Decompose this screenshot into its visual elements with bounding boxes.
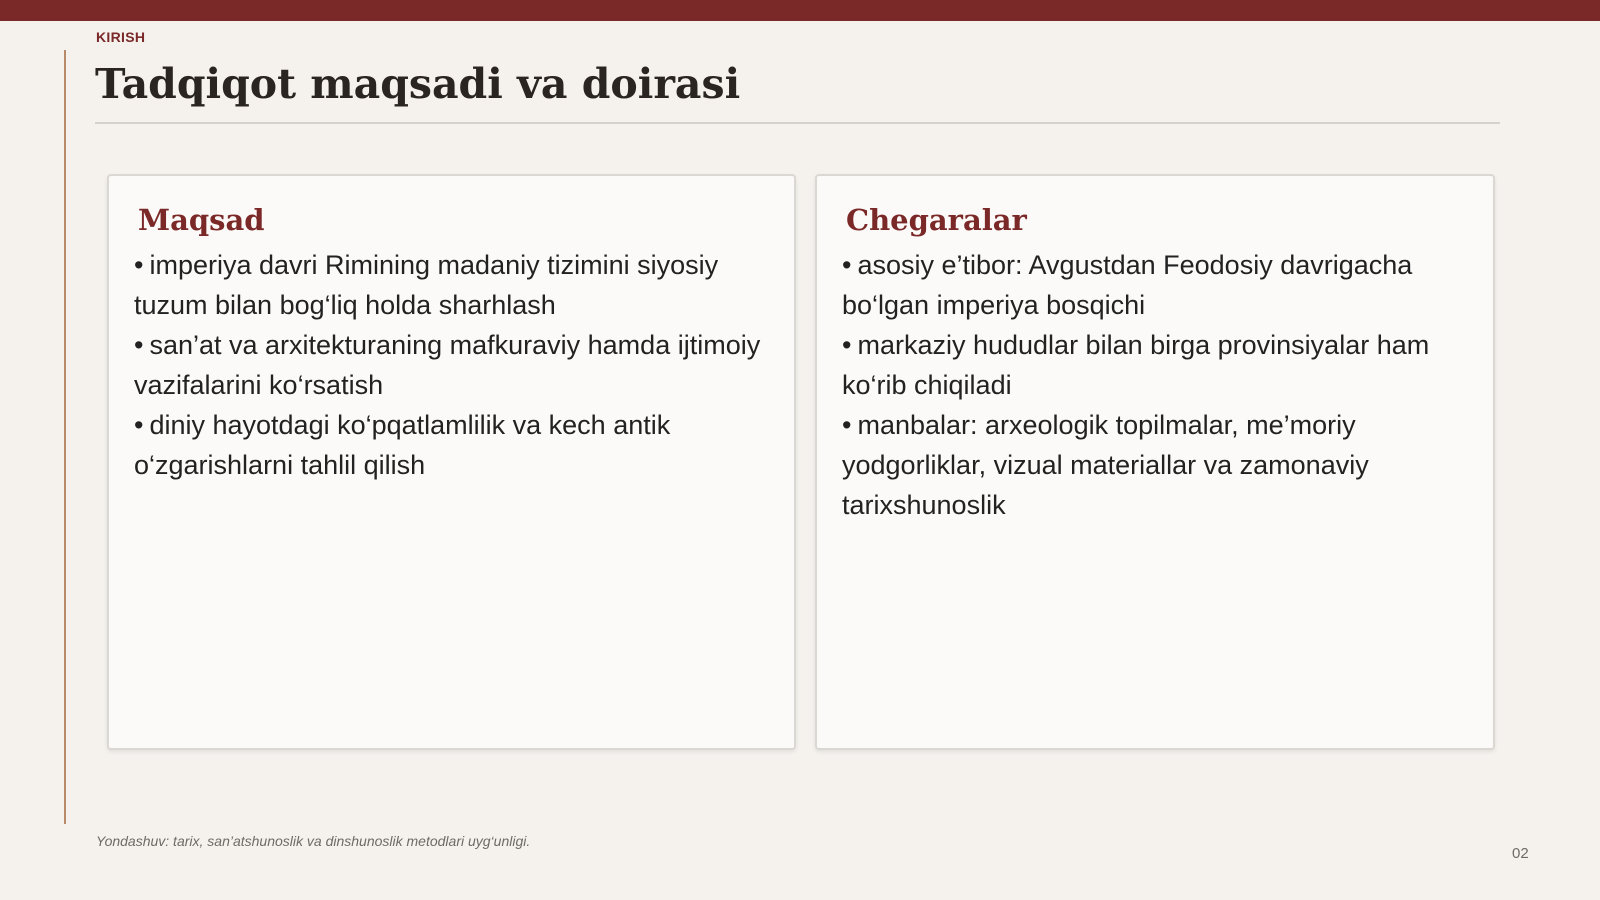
goal-card (107, 174, 796, 750)
bullet-icon: • (842, 410, 852, 440)
bullet-list (134, 245, 766, 485)
list-item (134, 325, 766, 405)
bullet-icon: • (134, 250, 144, 280)
bullet-text: imperiya davri Rimining madaniy tizimini siyosiy tuzum bilan bog‘liq holda sharhlash (134, 250, 719, 320)
bullet-text: asosiy e’tibor: Avgustdan Feodosiy davrigacha bo‘lgan imperiya bosqichi (842, 250, 1413, 320)
list-item (842, 245, 1465, 325)
bullet-icon: • (134, 410, 144, 440)
card-heading: Maqsad (138, 203, 265, 237)
page-title: Tadqiqot maqsadi va doirasi (95, 60, 741, 108)
section-label: KIRISH (96, 29, 146, 45)
list-item (842, 405, 1465, 525)
footer-note: Yondashuv: tarix, san’atshunoslik va dinshunoslik metodlari uyg‘unligi. (96, 833, 531, 849)
page-number: 02 (1512, 845, 1529, 862)
card-heading: Chegaralar (846, 203, 1027, 237)
scope-card (815, 174, 1495, 750)
bullet-text: diniy hayotdagi ko‘pqatlamlilik va kech antik o‘zgarishlarni tahlil qilish (134, 410, 671, 480)
top-accent-bar (0, 0, 1600, 21)
bullet-icon: • (134, 330, 144, 360)
bullet-text: manbalar: arxeologik topilmalar, me’moriy yodgorliklar, vizual materiallar va zamonaviy tarixshunoslik (842, 410, 1369, 520)
bullet-icon: • (842, 250, 852, 280)
bullet-list (842, 245, 1465, 525)
list-item (134, 245, 766, 325)
list-item (842, 325, 1465, 405)
bullet-text: san’at va arxitekturaning mafkuraviy hamda ijtimoiy vazifalarini ko‘rsatish (134, 330, 761, 400)
list-item (134, 405, 766, 485)
title-divider (95, 122, 1500, 124)
bullet-text: markaziy hududlar bilan birga provinsiyalar ham ko‘rib chiqiladi (842, 330, 1430, 400)
bullet-icon: • (842, 330, 852, 360)
left-vertical-rule (64, 50, 66, 824)
